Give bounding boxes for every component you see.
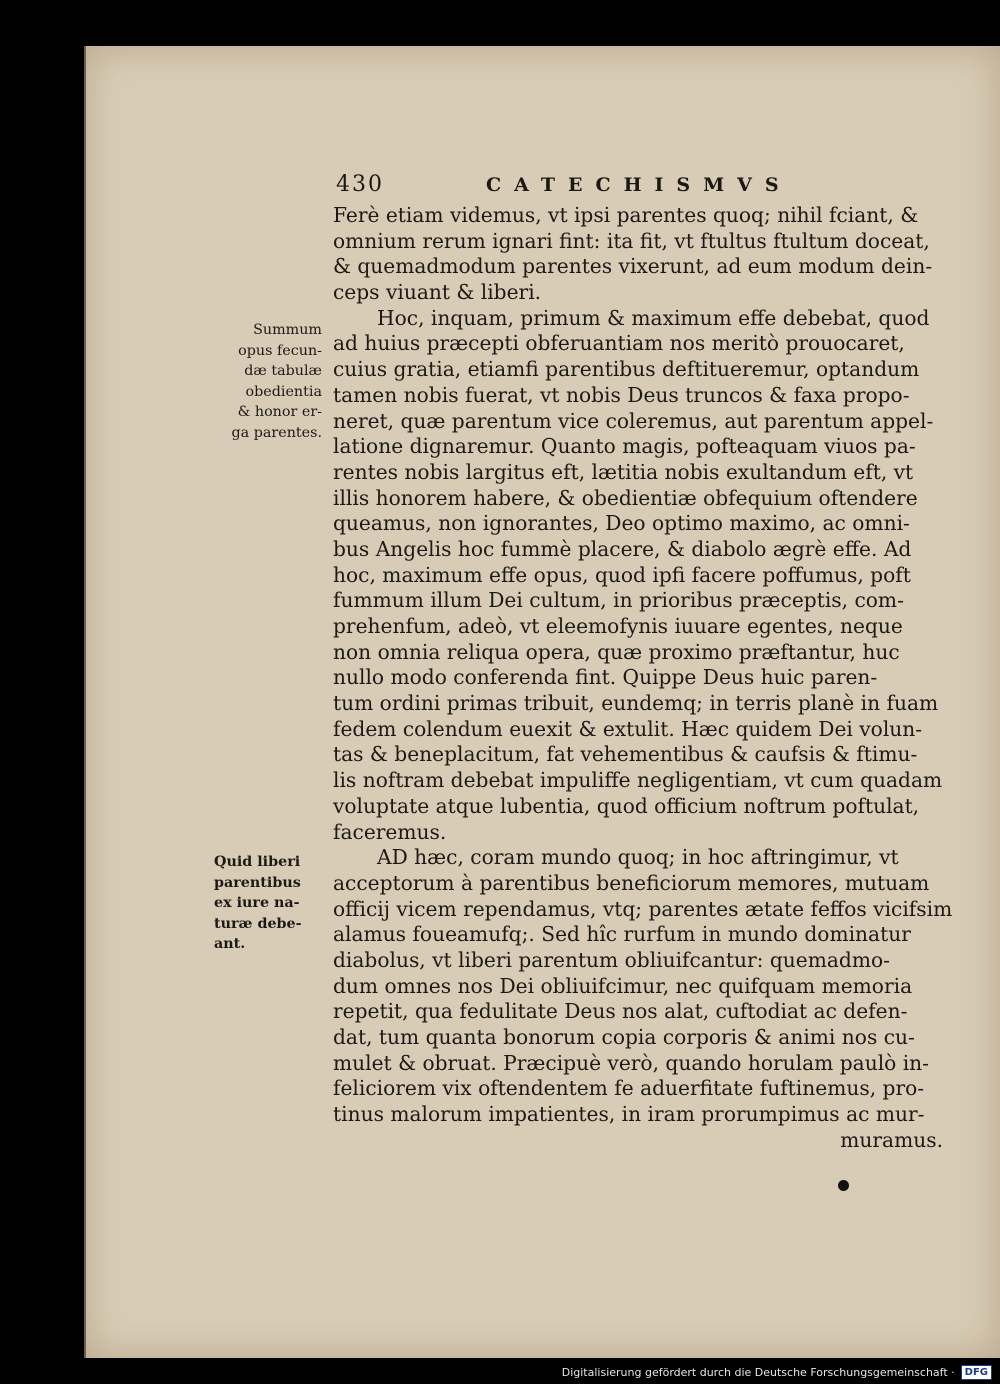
text-line: fummum illum Dei cultum, in prioribus præceptis, com- [333, 588, 904, 613]
text-line: tamen nobis fuerat, vt nobis Deus truncos & faxa propo- [333, 382, 910, 407]
text-line: tinus malorum impatientes, in iram prorumpimus ac mur- [333, 1102, 925, 1127]
text-line: diabolus, vt liberi parentum obliuifcantur: quemadmo- [333, 947, 890, 972]
text-line: repetit, qua fedulitate Deus nos alat, cuftodiat ac defen- [333, 999, 908, 1024]
text-line: alamus foueamufq;. Sed hîc rurfum in mundo dominatur [333, 922, 911, 947]
text-line: ad huius præcepti obferuantiam nos meritò prouocaret, [333, 331, 905, 356]
body-text [333, 203, 953, 1153]
running-title: CATECHISMVS [486, 174, 792, 196]
page-header [336, 172, 940, 202]
text-line: tas & beneplacitum, fat vehementibus & caufsis & ftimu- [333, 742, 918, 767]
text-line: tum ordini primas tribuit, eundemq; in terris planè in fuam [333, 691, 939, 716]
margin-note-line: dæ tabulæ [244, 363, 322, 379]
text-line: officij vicem rependamus, vtq; parentes ætate feffos vicifsim [333, 896, 953, 921]
text-line: dat, tum quanta bonorum copia corporis & animi nos cu- [333, 1025, 915, 1049]
text-line: & quemadmodum parentes vixerunt, ad eum modum dein- [333, 254, 933, 279]
margin-note-line: opus fecun- [238, 342, 322, 359]
text-line: AD hæc, coram mundo quoq; in hoc aftringimur, vt [377, 845, 899, 870]
text-line: faceremus. [333, 819, 447, 844]
text-line: omnium rerum ignari fint: ita fit, vt ftultus ftultum doceat, [333, 228, 930, 253]
text-line: non omnia reliqua opera, quæ proximo præftantur, huc [333, 639, 900, 664]
text-line: queamus, non ignorantes, Deo optimo maximo, ac omni- [333, 511, 910, 536]
text-line: voluptate atque lubentia, quod officium noftrum poftulat, [333, 793, 920, 818]
margin-note-line: parentibus [214, 874, 301, 891]
text-line: bus Angelis hoc fummè placere, & diabolo ægrè effe. Ad [333, 536, 912, 561]
text-line: lis noftram debebat impuliffe negligentiam, vt cum quadam [333, 768, 943, 793]
text-line: Ferè etiam videmus, vt ipsi parentes quoq; nihil fciant, & [333, 203, 919, 227]
text-line: dum omnes nos Dei obliuifcimur, nec quifquam memoria [333, 973, 913, 998]
margin-note-line: ant. [214, 936, 246, 952]
text-line: mulet & obruat. Præcipuè verò, quando horulam paulò in- [333, 1050, 930, 1075]
margin-note-line: ex iure na- [214, 895, 300, 911]
text-line: illis honorem habere, & obedientiæ obfequium oftendere [333, 485, 918, 510]
text-line: neret, quæ parentum vice coleremus, aut parentum appel- [333, 408, 934, 433]
text-line: cuius gratia, etiamfi parentibus deftitueremur, optandum [333, 357, 920, 382]
text-line: hoc, maximum effe opus, quod ipfi facere poffumus, poft [333, 562, 911, 587]
margin-note-line: ga parentes. [231, 424, 322, 441]
margin-note-line: turæ debe- [214, 915, 302, 932]
text-line: fedem colendum euexit & extulit. Hæc quidem Dei volun- [333, 716, 923, 741]
text-line: acceptorum à parentibus beneficiorum memores, mutuam [333, 870, 930, 895]
margin-note-line: Summum [253, 322, 322, 338]
footer-credit: Digitalisierung gefördert durch die Deutsche Forschungsgemeinschaft · [561, 1365, 955, 1379]
margin-note-2 [214, 852, 320, 955]
text-line: Hoc, inquam, primum & maximum effe debebat, quod [377, 305, 930, 330]
text-line: feliciorem vix oftendentem fe aduerfitate fuftinemus, pro- [333, 1076, 925, 1101]
margin-note-line: obedientia [245, 383, 322, 400]
dfg-logo-icon: DFG [961, 1365, 992, 1380]
page-number: 430 [336, 172, 384, 197]
text-line: rentes nobis largitus eft, lætitia nobis exultandum eft, vt [333, 459, 914, 484]
margin-note-line: & honor er- [237, 404, 322, 420]
ink-dot [838, 1180, 849, 1191]
catchword: muramus. [840, 1127, 943, 1152]
digitization-footer [562, 1362, 992, 1382]
text-line: latione dignaremur. Quanto magis, pofteaquam viuos pa- [333, 434, 916, 459]
margin-note-line: Quid liberi [214, 854, 301, 870]
text-line: prehenfum, adeò, vt eleemofynis iuuare egentes, neque [333, 614, 903, 638]
text-line: ceps viuant & liberi. [333, 280, 542, 305]
text-line: nullo modo conferenda fint. Quippe Deus huic paren- [333, 665, 878, 690]
margin-note-1 [216, 320, 322, 443]
page-edge [84, 46, 86, 1358]
